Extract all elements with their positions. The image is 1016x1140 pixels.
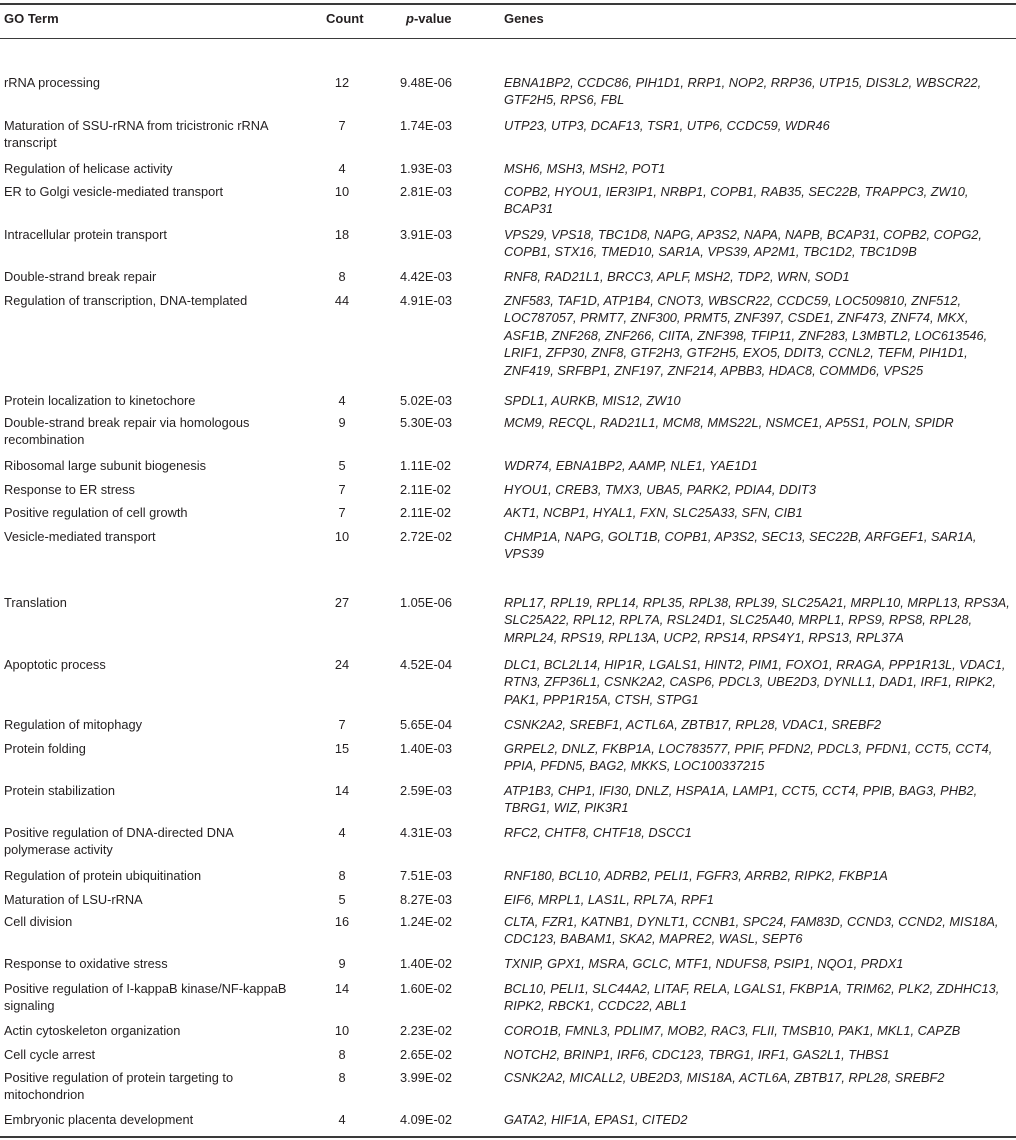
- row-25-term: Actin cytoskeleton organization: [4, 1023, 181, 1038]
- row-6-genes: RNF8, RAD21L1, BRCC3, APLF, MSH2, TDP2, WRN, SOD1: [504, 269, 850, 284]
- row-26-genes: NOTCH2, BRINP1, IRF6, CDC123, TBRG1, IRF1, GAS2L1, THBS1: [504, 1047, 890, 1062]
- row-7-term: Regulation of transcription, DNA-templated: [4, 293, 248, 308]
- row-12-p: 2.11E-02: [400, 505, 451, 520]
- row-23-genes: TXNIP, GPX1, MSRA, GCLC, MTF1, NDUFS8, PSIP1, NQO1, PRDX1: [504, 956, 904, 971]
- row-20-genes: RNF180, BCL10, ADRB2, PELI1, FGFR3, ARRB2, RIPK2, FKBP1A: [504, 868, 888, 883]
- row-21-count: 5: [338, 892, 346, 907]
- row-10-genes: WDR74, EBNA1BP2, AAMP, NLE1, YAE1D1: [504, 458, 758, 473]
- row-2-p: 1.74E-03: [400, 118, 452, 133]
- row-17-genes: GRPEL2, DNLZ, FKBP1A, LOC783577, PPIF, PFDN2, PDCL3, PFDN1, CCT5, CCT4, PPIA, PFDN5, BAG2, MKKS, LOC100337215: [504, 741, 993, 774]
- row-18-genes: ATP1B3, CHP1, IFI30, DNLZ, HSPA1A, LAMP1, CCT5, CCT4, PPIB, BAG3, PHB2, TBRG1, WIZ, PIK3R1: [504, 783, 978, 816]
- row-13-p: 2.72E-02: [400, 529, 452, 544]
- row-11-term: Response to ER stress: [4, 482, 135, 497]
- row-5-genes: VPS29, VPS18, TBC1D8, NAPG, AP3S2, NAPA, NAPB, BCAP31, COPB2, COPG2, COPB1, STX16, TMED10, SAR1A, VPS39, AP2M1, TBC1D2, TBC1D9B: [504, 227, 982, 260]
- row-11-genes: HYOU1, CREB3, TMX3, UBA5, PARK2, PDIA4, DDIT3: [504, 482, 816, 497]
- row-10-count: 5: [338, 458, 346, 473]
- row-26-term: Cell cycle arrest: [4, 1047, 96, 1062]
- row-10-p: 1.11E-02: [400, 458, 451, 473]
- row-27-count: 8: [338, 1070, 346, 1085]
- table-top-rule: [0, 3, 1016, 5]
- row-8-count: 4: [338, 393, 346, 408]
- row-1-p: 9.48E-06: [400, 75, 452, 90]
- row-22-p: 1.24E-02: [400, 914, 452, 929]
- row-9-p: 5.30E-03: [400, 415, 452, 430]
- row-17-term: Protein folding: [4, 741, 86, 756]
- row-4-count: 10: [334, 184, 350, 199]
- row-22-term: Cell division: [4, 914, 73, 929]
- row-26-p: 2.65E-02: [400, 1047, 452, 1062]
- row-17-p: 1.40E-03: [400, 741, 452, 756]
- row-21-genes: EIF6, MRPL1, LAS1L, RPL7A, RPF1: [504, 892, 714, 907]
- row-24-count: 14: [334, 981, 350, 996]
- header-pvalue-suffix: -value: [413, 11, 452, 26]
- row-15-p: 4.52E-04: [400, 657, 452, 672]
- row-7-count: 44: [334, 293, 350, 308]
- row-20-count: 8: [338, 868, 346, 883]
- row-22-genes: CLTA, FZR1, KATNB1, DYNLT1, CCNB1, SPC24, FAM83D, CCND3, CCND2, MIS18A, CDC123, BABAM1, SKA2, MAPRE2, WASL, SEPT6: [504, 914, 999, 947]
- row-18-p: 2.59E-03: [400, 783, 452, 798]
- row-5-count: 18: [334, 227, 350, 242]
- row-24-genes: BCL10, PELI1, SLC44A2, LITAF, RELA, LGALS1, FKBP1A, TRIM62, PLK2, ZDHHC13, RIPK2, RBCK1, CCDC22, ABL1: [504, 981, 1000, 1014]
- row-12-term: Positive regulation of cell growth: [4, 505, 188, 520]
- row-16-count: 7: [338, 717, 346, 732]
- row-19-count: 4: [338, 825, 346, 840]
- row-12-count: 7: [338, 505, 346, 520]
- row-10-term: Ribosomal large subunit biogenesis: [4, 458, 207, 473]
- row-21-term: Maturation of LSU-rRNA: [4, 892, 143, 907]
- row-16-p: 5.65E-04: [400, 717, 452, 732]
- row-8-term: Protein localization to kinetochore: [4, 393, 196, 408]
- row-21-p: 8.27E-03: [400, 892, 452, 907]
- row-18-count: 14: [334, 783, 350, 798]
- row-20-term: Regulation of protein ubiquitination: [4, 868, 202, 883]
- row-15-term: Apoptotic process: [4, 657, 106, 672]
- row-23-p: 1.40E-02: [400, 956, 452, 971]
- row-13-term: Vesicle-mediated transport: [4, 529, 156, 544]
- row-17-count: 15: [334, 741, 350, 756]
- row-23-term: Response to oxidative stress: [4, 956, 168, 971]
- row-19-genes: RFC2, CHTF8, CHTF18, DSCC1: [504, 825, 692, 840]
- row-28-count: 4: [338, 1112, 346, 1127]
- row-19-term: Positive regulation of DNA-directed DNA polymerase activity: [4, 825, 234, 857]
- row-1-count: 12: [334, 75, 350, 90]
- row-13-genes: CHMP1A, NAPG, GOLT1B, COPB1, AP3S2, SEC13, SEC22B, ARFGEF1, SAR1A, VPS39: [504, 529, 977, 562]
- header-rule: [0, 38, 1016, 39]
- row-2-count: 7: [338, 118, 346, 133]
- row-24-term: Positive regulation of I-kappaB kinase/NF-kappaB signaling: [4, 981, 287, 1013]
- row-8-p: 5.02E-03: [400, 393, 452, 408]
- row-26-count: 8: [338, 1047, 346, 1062]
- row-4-genes: COPB2, HYOU1, IER3IP1, NRBP1, COPB1, RAB35, SEC22B, TRAPPC3, ZW10, BCAP31: [504, 184, 969, 217]
- row-2-term: Maturation of SSU-rRNA from tricistronic rRNA transcript: [4, 118, 268, 150]
- row-28-p: 4.09E-02: [400, 1112, 452, 1127]
- row-23-count: 9: [338, 956, 346, 971]
- row-25-count: 10: [334, 1023, 350, 1038]
- row-25-p: 2.23E-02: [400, 1023, 452, 1038]
- row-3-count: 4: [338, 161, 346, 176]
- row-15-count: 24: [334, 657, 350, 672]
- row-18-term: Protein stabilization: [4, 783, 115, 798]
- row-22-count: 16: [334, 914, 350, 929]
- row-24-p: 1.60E-02: [400, 981, 452, 996]
- row-4-p: 2.81E-03: [400, 184, 452, 199]
- row-7-genes: ZNF583, TAF1D, ATP1B4, CNOT3, WBSCR22, CCDC59, LOC509810, ZNF512, LOC787057, PRMT7, ZNF300, PRMT5, ZNF397, CSDE1, ZNF473, ZNF74, MKX, ASF1B, ZNF268, ZNF266, CIITA, ZNF398, TFIP11, ZNF283, L3MBTL2, LOC613546, LRIF1, ZFP30, ZNF8, GTF2H3, GTF2H5, EXO5, DDIT3, CCNL2, TEFM, PIH1D1, ZNF419, SRFBP1, ZNF197, ZNF214, APBB3, HDAC8, COMMD6, VPS25: [504, 293, 988, 378]
- header-go-term: GO Term: [4, 11, 59, 26]
- row-27-term: Positive regulation of protein targeting to mitochondrion: [4, 1070, 234, 1102]
- row-3-genes: MSH6, MSH3, MSH2, POT1: [504, 161, 666, 176]
- row-2-genes: UTP23, UTP3, DCAF13, TSR1, UTP6, CCDC59, WDR46: [504, 118, 830, 133]
- row-14-p: 1.05E-06: [400, 595, 452, 610]
- row-5-term: Intracellular protein transport: [4, 227, 167, 242]
- table-bottom-rule: [0, 1136, 1016, 1138]
- row-14-term: Translation: [4, 595, 67, 610]
- row-27-genes: CSNK2A2, MICALL2, UBE2D3, MIS18A, ACTL6A, ZBTB17, RPL28, SREBF2: [504, 1070, 945, 1085]
- row-9-term: Double-strand break repair via homologous recombination: [4, 415, 250, 447]
- row-7-p: 4.91E-03: [400, 293, 452, 308]
- row-11-p: 2.11E-02: [400, 482, 451, 497]
- row-1-term: rRNA processing: [4, 75, 101, 90]
- row-6-p: 4.42E-03: [400, 269, 452, 284]
- row-13-count: 10: [334, 529, 350, 544]
- row-3-term: Regulation of helicase activity: [4, 161, 173, 176]
- row-28-genes: GATA2, HIF1A, EPAS1, CITED2: [504, 1112, 688, 1127]
- row-14-genes: RPL17, RPL19, RPL14, RPL35, RPL38, RPL39, SLC25A21, MRPL10, MRPL13, RPS3A, SLC25A22, RPL12, RPL7A, RSL24D1, SLC25A40, MRPL1, RPS9, RPS8, RPL28, MRPL24, RPS19, RPL13A, UCP2, RPS14, RPS4Y1, RPS13, RPL37A: [504, 595, 1010, 645]
- row-16-genes: CSNK2A2, SREBF1, ACTL6A, ZBTB17, RPL28, VDAC1, SREBF2: [504, 717, 882, 732]
- row-28-term: Embryonic placenta development: [4, 1112, 194, 1127]
- row-3-p: 1.93E-03: [400, 161, 452, 176]
- row-16-term: Regulation of mitophagy: [4, 717, 143, 732]
- row-6-term: Double-strand break repair: [4, 269, 157, 284]
- row-20-p: 7.51E-03: [400, 868, 452, 883]
- row-9-count: 9: [338, 415, 346, 430]
- row-1-genes: EBNA1BP2, CCDC86, PIH1D1, RRP1, NOP2, RRP36, UTP15, DIS3L2, WBSCR22, GTF2H5, RPS6, FBL: [504, 75, 982, 108]
- header-pvalue-italic: p: [406, 11, 414, 26]
- row-12-genes: AKT1, NCBP1, HYAL1, FXN, SLC25A33, SFN, CIB1: [504, 505, 803, 520]
- row-14-count: 27: [334, 595, 350, 610]
- header-genes: Genes: [504, 11, 544, 26]
- row-19-p: 4.31E-03: [400, 825, 452, 840]
- row-15-genes: DLC1, BCL2L14, HIP1R, LGALS1, HINT2, PIM1, FOXO1, RRAGA, PPP1R13L, VDAC1, RTN3, ZFP36L1, CSNK2A2, CASP6, PDCL3, UBE2D3, DYNLL1, DAD1, IRF1, RIPK2, PAK1, PPP1R15A, CTSH, STPG1: [504, 657, 1006, 707]
- row-25-genes: CORO1B, FMNL3, PDLIM7, MOB2, RAC3, FLII, TMSB10, PAK1, MKL1, CAPZB: [504, 1023, 961, 1038]
- row-5-p: 3.91E-03: [400, 227, 452, 242]
- row-27-p: 3.99E-02: [400, 1070, 452, 1085]
- row-8-genes: SPDL1, AURKB, MIS12, ZW10: [504, 393, 681, 408]
- header-count: Count: [326, 11, 364, 26]
- row-4-term: ER to Golgi vesicle-mediated transport: [4, 184, 224, 199]
- row-11-count: 7: [338, 482, 346, 497]
- row-6-count: 8: [338, 269, 346, 284]
- header-pvalue: [406, 11, 452, 27]
- row-9-genes: MCM9, RECQL, RAD21L1, MCM8, MMS22L, NSMCE1, AP5S1, POLN, SPIDR: [504, 415, 954, 430]
